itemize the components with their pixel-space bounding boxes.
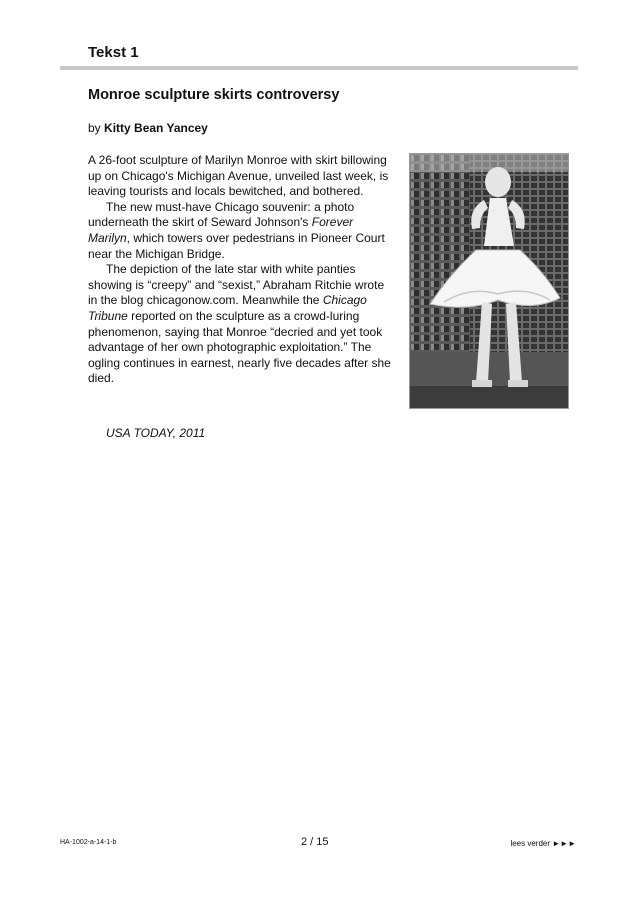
paragraph-3 — [88, 262, 396, 387]
paragraph-1: A 26-foot sculpture of Marilyn Monroe with skirt billowing up on Chicago's Michigan Avenue, unveiled last week, is leaving tourists and locals bewitched, and bothered. — [88, 153, 389, 199]
article-headline: Monroe sculpture skirts controversy — [88, 87, 340, 103]
continue-label: lees verder ►►► — [510, 839, 576, 848]
page-number: 2 / 15 — [301, 836, 329, 848]
byline — [88, 121, 208, 135]
paragraph-2 — [88, 200, 396, 262]
paragraph-2-text-a: The new must-have Chicago souvenir: a photo underneath the skirt of Seward Johnson's — [88, 199, 355, 230]
newspaper-name: Chicago Tribune — [88, 293, 367, 323]
byline-author: Kitty Bean Yancey — [104, 121, 208, 135]
paragraph-3-text-b: reported on the sculpture as a crowd-luring phenomenon, saying that Monroe “decried and yet took advantage of her own photographic exploitation.” The ogling continues in earnest, nearly five decades after she died. — [88, 308, 391, 386]
article-source: USA TODAY, 2011 — [106, 426, 206, 440]
article-body — [88, 153, 396, 387]
section-label: Tekst 1 — [88, 44, 139, 61]
paragraph-2-text-b: , which towers over pedestrians in Pioneer Court near the Michigan Bridge. — [88, 230, 385, 261]
byline-prefix: by — [88, 121, 101, 135]
paragraph-3-text-a: The depiction of the late star with white panties showing is “creepy” and “sexist,” Abraham Ritchie wrote in the blog chicagonow.com. Meanwhile the — [88, 262, 385, 308]
header-rule — [60, 66, 578, 70]
sculpture-photo — [409, 153, 569, 409]
sculpture-title: Forever Marilyn — [88, 215, 354, 245]
document-code: HA-1002-a-14-1-b — [60, 839, 117, 846]
